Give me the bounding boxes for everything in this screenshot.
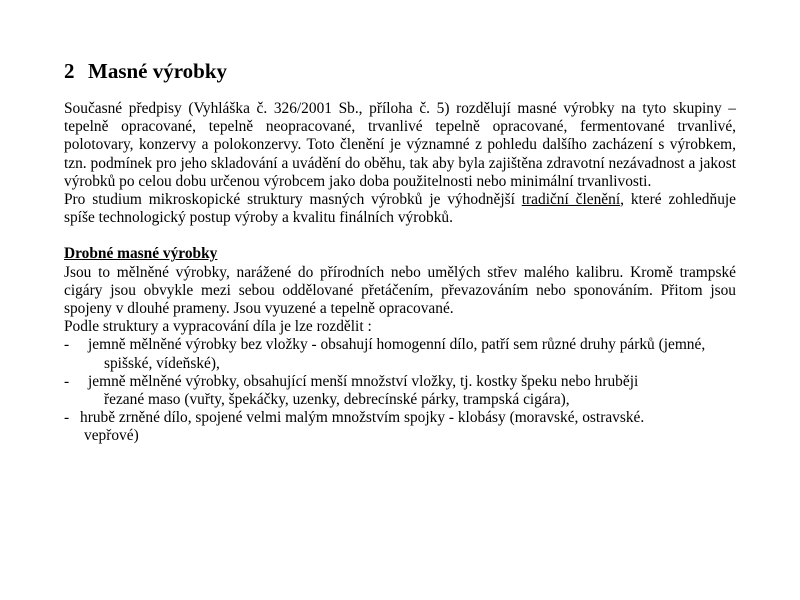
list-item-continuation: řezané maso (vuřty, špekáčky, uzenky, debrecínské párky, trampská cigára),: [104, 391, 570, 409]
list-item: [64, 336, 736, 372]
chapter-number: 2: [64, 59, 75, 83]
intro-paragraph-1: Současné předpisy (Vyhláška č. 326/2001 Sb., příloha č. 5) rozdělují masné výrobky na tyto skupiny – tepelně opracované, tepelně neopracované, trvanlivé tepelně opracované, fermentované trvanlivé, polotovary, konzervy a polokonzervy. Toto členění je významné z pohledu dalšího zacházení s výrobkem, tzn. podmínek pro jeho skladování a uvádění do oběhu, tak aby byla zajištěna zdravotní nezávadnost a jakost výrobků po celou dobu určenou výrobcem jako doba použitelnosti nebo minimální trvanlivosti.: [64, 100, 736, 190]
chapter-heading: [64, 58, 736, 84]
list-item-text: hrubě zrněné dílo, spojené velmi malým množstvím spojky - klobásy (moravské, ostravské.: [80, 409, 645, 427]
intro-paragraph-2-start: Pro studium mikroskopické struktury masných výrobků je výhodnější: [64, 191, 522, 209]
intro-paragraph-2: [64, 191, 736, 227]
chapter-title: Masné výrobky: [88, 59, 228, 83]
paragraph-spacer: [64, 227, 736, 245]
underlined-term: tradiční členění: [521, 191, 621, 209]
document-page: [64, 58, 736, 446]
list-item-continuation: spišské, vídeňské),: [104, 354, 220, 372]
list-item-continuation: vepřové): [84, 427, 139, 445]
section-paragraph-2: Podle struktury a vypracování díla je lze rozdělit :: [64, 318, 372, 336]
list-item: [64, 409, 736, 445]
section-paragraph-1: Jsou to mělněné výrobky, narážené do přírodních nebo umělých střev malého kalibru. Kromě trampské cigáry jsou obvykle mezi sebou oddělované přetáčením, převazováním nebo sponováním. Přitom jsou spojeny v dlouhé prameny. Jsou vyuzené a tepelně opracované.: [64, 263, 736, 318]
list-dash: -: [64, 336, 70, 354]
intro-paragraph-2-end: , které zohledňuje spíše technologický postup výroby a kvalitu finálních výrobků.: [64, 191, 736, 227]
list-dash: -: [64, 409, 70, 427]
section-heading: Drobné masné výrobky: [64, 245, 218, 263]
list-item-text: jemně mělněné výrobky bez vložky - obsahují homogenní dílo, patří sem různé druhy párků (jemné,: [88, 336, 706, 354]
category-list: [64, 336, 736, 445]
list-item: [64, 373, 736, 409]
list-dash: -: [64, 372, 70, 390]
list-item-text: jemně mělněné výrobky, obsahující menší množství vložky, tj. kostky špeku nebo hruběji: [88, 372, 639, 390]
